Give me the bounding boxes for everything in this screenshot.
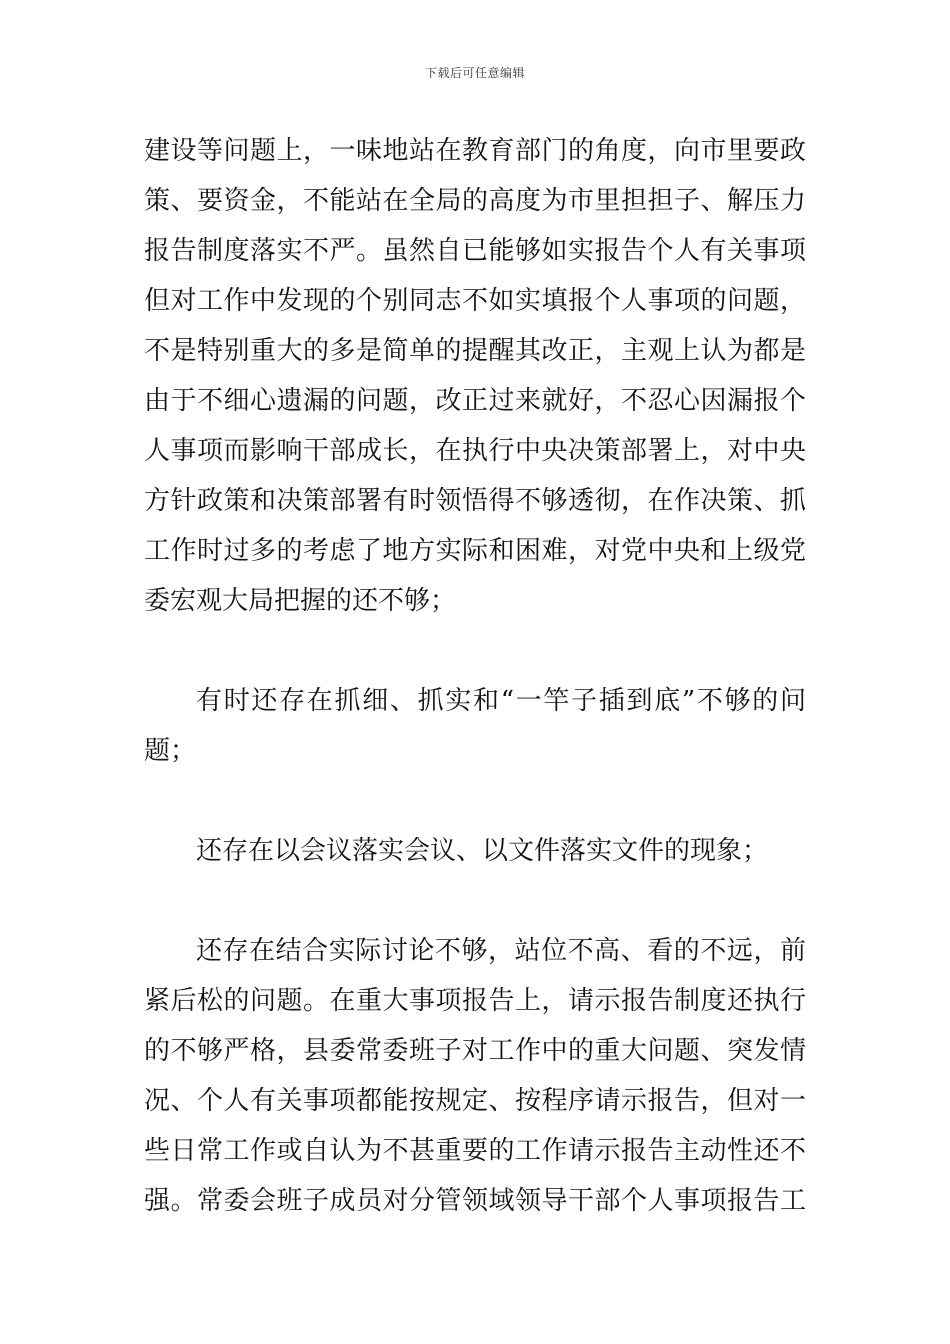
document-body <box>144 126 806 1226</box>
text-line: 紧后松的问题。在重大事项报告上，请示报告制度还执行 <box>144 986 806 1016</box>
paragraph-gap <box>144 626 806 676</box>
paragraph-gap <box>144 876 806 926</box>
text-line: 由于不细心遗漏的问题，改正过来就好，不忍心因漏报个 <box>144 386 806 416</box>
paragraph-gap <box>144 776 806 826</box>
paragraph <box>144 126 806 626</box>
text-line: 题； <box>144 736 197 766</box>
text-line: 人事项而影响干部成长，在执行中央决策部署上，对中央 <box>144 436 806 466</box>
text-line: 有时还存在抓细、抓实和“一竿子插到底”不够的问 <box>196 686 806 716</box>
text-line: 但对工作中发现的个别同志不如实填报个人事项的问题， <box>144 286 806 316</box>
text-line: 建设等问题上，一味地站在教育部门的角度，向市里要政 <box>144 136 806 166</box>
header-note: 下载后可任意编辑 <box>424 66 525 80</box>
paragraph <box>144 826 806 876</box>
text-line: 策、要资金，不能站在全局的高度为市里担担子、解压力 <box>144 186 806 216</box>
text-line: 强。常委会班子成员对分管领域领导干部个人事项报告工 <box>144 1186 806 1216</box>
text-line: 方针政策和决策部署有时领悟得不够透彻，在作决策、抓 <box>144 486 806 516</box>
paragraph <box>144 676 806 776</box>
text-line: 还存在以会议落实会议、以文件落实文件的现象； <box>196 836 769 866</box>
text-line: 委宏观大局把握的还不够； <box>144 586 457 616</box>
text-line: 还存在结合实际讨论不够，站位不高、看的不远，前 <box>196 936 806 966</box>
text-line: 报告制度落实不严。虽然自已能够如实报告个人有关事项 <box>144 236 806 266</box>
text-line: 的不够严格，县委常委班子对工作中的重大问题、突发情 <box>144 1036 806 1066</box>
paragraph <box>144 926 806 1226</box>
text-line: 况、个人有关事项都能按规定、按程序请示报告，但对一 <box>144 1086 806 1116</box>
text-line: 工作时过多的考虑了地方实际和困难，对党中央和上级党 <box>144 536 806 566</box>
text-line: 不是特别重大的多是简单的提醒其改正，主观上认为都是 <box>144 336 806 366</box>
text-line: 些日常工作或自认为不甚重要的工作请示报告主动性还不 <box>144 1136 806 1166</box>
